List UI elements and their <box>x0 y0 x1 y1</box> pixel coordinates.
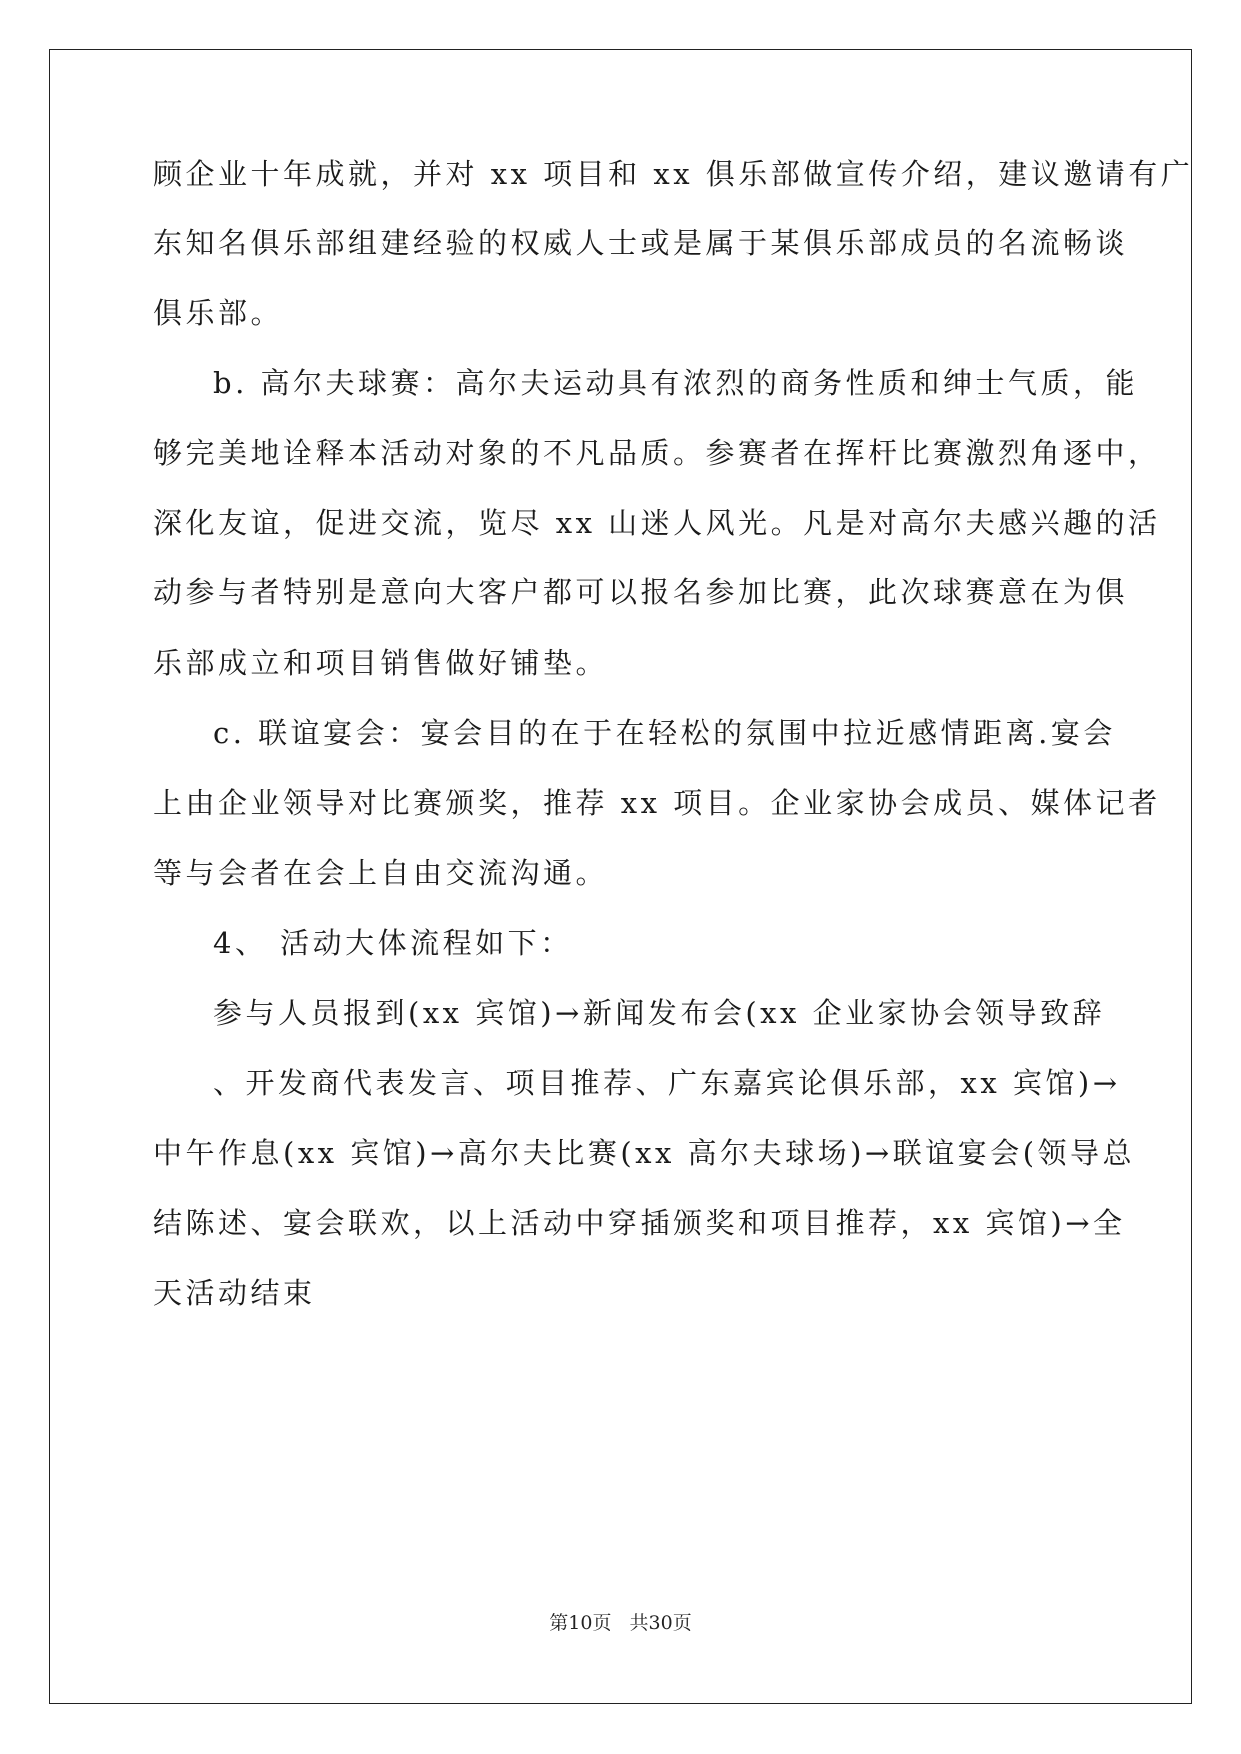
body-line: 等与会者在会上自由交流沟通。 <box>153 856 609 890</box>
page-total: 共30页 <box>629 1612 692 1634</box>
process-line: 中午作息(xx 宾馆)→高尔夫比赛(xx 高尔夫球场)→联谊宴会(领导总 <box>153 1136 1136 1170</box>
page-number: 第10页 <box>549 1612 612 1634</box>
paragraph-c-first-line: c. 联谊宴会：宴会目的在于在轻松的氛围中拉近感情距离.宴会 <box>213 716 1116 750</box>
process-line: 参与人员报到(xx 宾馆)→新闻发布会(xx 企业家协会领导致辞 <box>213 996 1106 1030</box>
body-line: 乐部成立和项目销售做好铺垫。 <box>153 646 609 680</box>
page-footer <box>0 1611 1241 1635</box>
body-line: 深化友谊，促进交流，览尽 xx 山迷人风光。凡是对高尔夫感兴趣的活 <box>153 506 1161 540</box>
body-line: 上由企业领导对比赛颁奖，推荐 xx 项目。企业家协会成员、媒体记者 <box>153 786 1161 820</box>
body-line: 动参与者特别是意向大客户都可以报名参加比赛，此次球赛意在为俱 <box>153 575 1129 609</box>
body-line: 顾企业十年成就，并对 xx 项目和 xx 俱乐部做宣传介绍，建议邀请有广 <box>153 157 1194 191</box>
body-line: 东知名俱乐部组建经验的权威人士或是属于某俱乐部成员的名流畅谈 <box>153 226 1129 260</box>
process-line: 结陈述、宴会联欢，以上活动中穿插颁奖和项目推荐，xx 宾馆)→全 <box>153 1206 1126 1240</box>
section-heading: 4、 活动大体流程如下： <box>213 926 573 960</box>
paragraph-b-first-line: b. 高尔夫球赛：高尔夫运动具有浓烈的商务性质和绅士气质，能 <box>213 366 1139 400</box>
body-line: 够完美地诠释本活动对象的不凡品质。参赛者在挥杆比赛激烈角逐中， <box>153 436 1161 470</box>
process-line: 天活动结束 <box>153 1276 316 1310</box>
body-line: 俱乐部。 <box>153 296 284 330</box>
process-line: 、开发商代表发言、项目推荐、广东嘉宾论俱乐部，xx 宾馆)→ <box>213 1066 1121 1100</box>
